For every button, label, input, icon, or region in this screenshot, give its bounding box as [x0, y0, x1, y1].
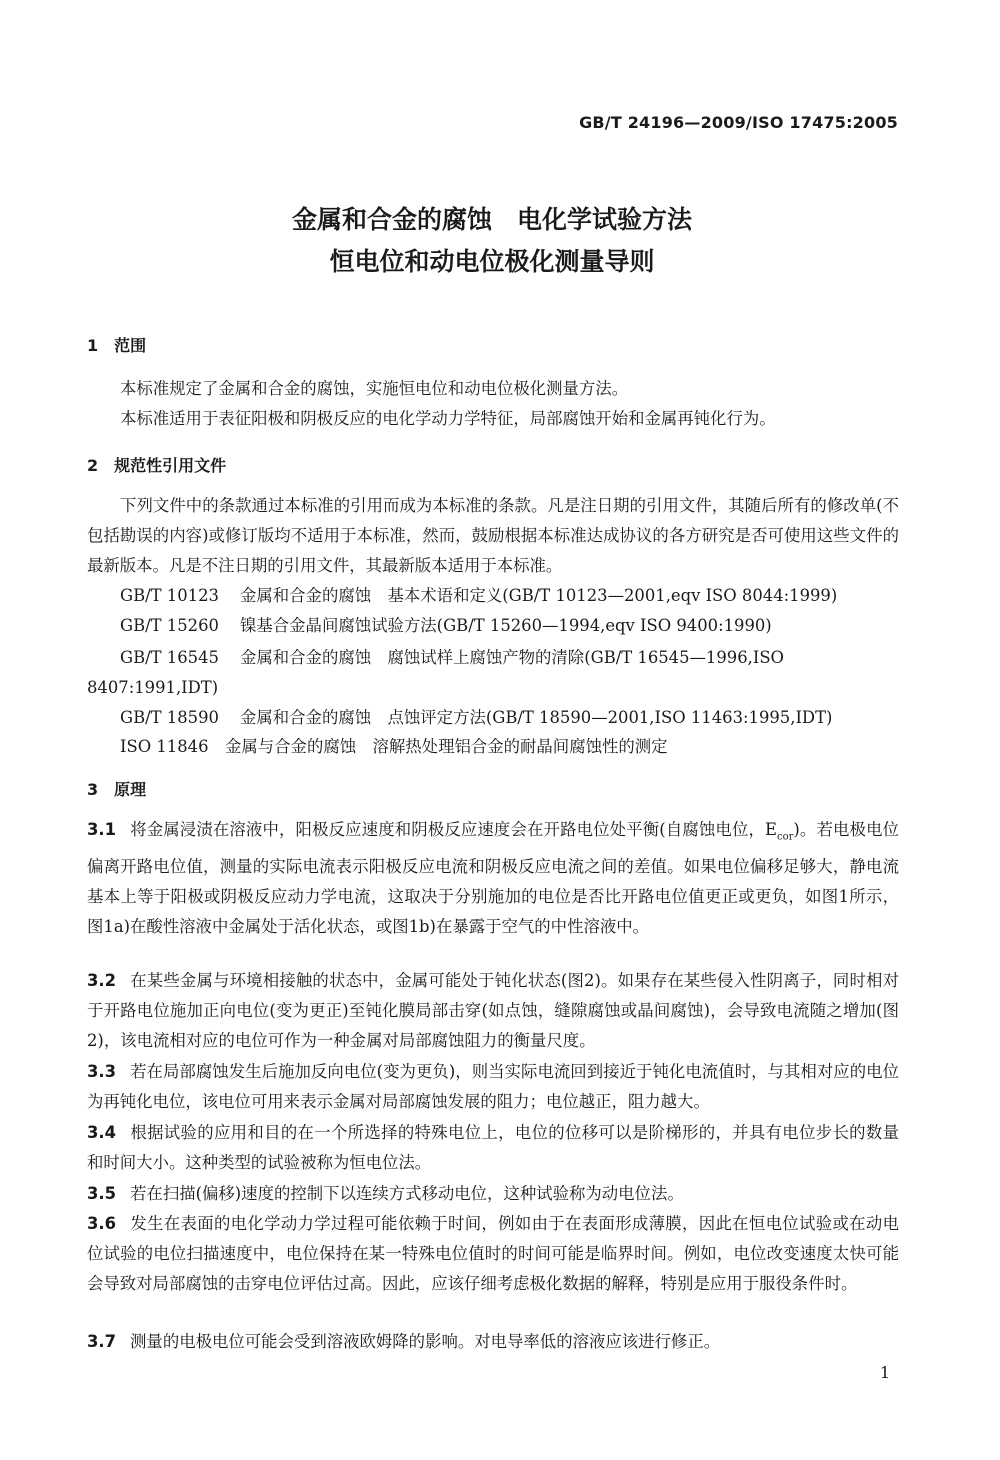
clause-number: 3.3 — [87, 1062, 117, 1081]
section-1-paragraph-2: 本标准适用于表征阳极和阴极反应的电化学动力学特征，局部腐蚀开始和金属再钝化行为。 — [120, 409, 776, 428]
clause-3-5 — [87, 1179, 899, 1209]
title-line-2: 恒电位和动电位极化测量导则 — [329, 247, 655, 276]
clause-text: 根据试验的应用和目的在一个所选择的特殊电位上，电位的位移可以是阶梯形的，并具有电位步长的数量和时间大小。这种类型的试验被称为恒电位法。 — [87, 1123, 899, 1172]
reference-item — [87, 643, 899, 703]
clause-3-3 — [87, 1057, 899, 1117]
clause-3-2 — [87, 966, 899, 1056]
reference-item — [120, 732, 668, 762]
clause-3-7 — [87, 1327, 899, 1357]
standard-code: GB/T 24196—2009/ISO 17475:2005 — [579, 113, 898, 132]
section-1-paragraph-1: 本标准规定了金属和合金的腐蚀，实施恒电位和动电位极化测量方法。 — [120, 379, 629, 398]
reference-code: GB/T 16545 — [120, 648, 219, 667]
section-2-intro: 下列文件中的条款通过本标准的引用而成为本标准的条款。凡是注日期的引用文件，其随后所有的修改单(不包括勘误的内容)或修订版均不适用于本标准，然而，鼓励根据本标准达成协议的各方研究是否可使用这些文件的最新版本。凡是不注日期的引用文件，其最新版本适用于本标准。 — [87, 496, 899, 575]
reference-item — [120, 611, 772, 641]
clause-text: 若在局部腐蚀发生后施加反向电位(变为更负)，则当实际电流回到接近于钝化电流值时，与其相对应的电位为再钝化电位，该电位可用来表示金属对局部腐蚀发展的阻力；电位越正，阻力越大。 — [87, 1062, 899, 1111]
title-line-1: 金属和合金的腐蚀 电化学试验方法 — [291, 205, 692, 234]
reference-item — [120, 581, 837, 611]
reference-item — [120, 703, 832, 733]
clause-number: 3.4 — [87, 1123, 117, 1142]
reference-code: ISO 11846 — [120, 737, 209, 756]
clause-text: 在某些金属与环境相接触的状态中，金属可能处于钝化状态(图2)。如果存在某些侵入性阴离子，同时相对于开路电位施加正向电位(变为更正)至钝化膜局部击穿(如点蚀，缝隙腐蚀或晶间腐蚀)，会导致电流随之增加(图2)，该电流相对应的电位可作为一种金属对局部腐蚀阻力的衡量尺度。 — [87, 971, 899, 1050]
reference-text: 金属和合金的腐蚀 腐蚀试样上腐蚀产物的清除(GB/T 16545—1996,ISO 8407:1991,IDT) — [87, 648, 784, 697]
clause-text: 若在扫描(偏移)速度的控制下以连续方式移动电位，这种试验称为动电位法。 — [130, 1184, 684, 1203]
reference-text: 金属与合金的腐蚀 溶解热处理铝合金的耐晶间腐蚀性的测定 — [225, 737, 668, 756]
clause-3-4 — [87, 1118, 899, 1178]
section-3-heading: 3 原理 — [87, 780, 147, 799]
clause-number: 3.1 — [87, 820, 117, 839]
clause-number: 3.7 — [87, 1332, 117, 1351]
reference-text: 镍基合金晶间腐蚀试验方法(GB/T 15260—1994,eqv ISO 9400:1990) — [240, 616, 772, 635]
clause-text: 将金属浸渍在溶液中，阳极反应速度和阴极反应速度会在开路电位处平衡(自腐蚀电位，E — [130, 820, 777, 839]
clause-subscript: cor — [776, 831, 794, 843]
clause-3-1 — [87, 815, 899, 942]
clause-text: 测量的电极电位可能会受到溶液欧姆降的影响。对电导率低的溶液应该进行修正。 — [130, 1332, 721, 1351]
clause-number: 3.2 — [87, 971, 117, 990]
reference-code: GB/T 18590 — [120, 708, 219, 727]
section-1-heading: 1 范围 — [87, 336, 147, 355]
clause-text: 发生在表面的电化学动力学过程可能依赖于时间，例如由于在表面形成薄膜，因此在恒电位试验或在动电位试验的电位扫描速度中，电位保持在某一特殊电位值时的时间可能是临界时间。例如，电位改变速度太快可能会导致对局部腐蚀的击穿电位评估过高。因此，应该仔细考虑极化数据的解释，特别是应用于服役条件时。 — [87, 1214, 899, 1293]
clause-number: 3.5 — [87, 1184, 117, 1203]
clause-text-tail: )。若电极电位偏离开路电位值，测量的实际电流表示阳极反应电流和阴极反应电流之间的差值。如果电位偏移足够大，静电流基本上等于阳极或阴极反应动力学电流，这取决于分别施加的电位是否比开路电位值更正或更负，如图1所示，图1a)在酸性溶液中金属处于活化状态，或图1b)在暴露于空气的中性溶液中。 — [87, 820, 899, 937]
clause-number: 3.6 — [87, 1214, 117, 1233]
reference-text: 金属和合金的腐蚀 基本术语和定义(GB/T 10123—2001,eqv ISO 8044:1999) — [240, 586, 838, 605]
reference-code: GB/T 10123 — [120, 586, 219, 605]
clause-3-6 — [87, 1209, 899, 1299]
reference-code: GB/T 15260 — [120, 616, 219, 635]
section-2-heading: 2 规范性引用文件 — [87, 456, 227, 475]
page-number: 1 — [879, 1363, 890, 1382]
reference-text: 金属和合金的腐蚀 点蚀评定方法(GB/T 18590—2001,ISO 11463:1995,IDT) — [240, 708, 833, 727]
